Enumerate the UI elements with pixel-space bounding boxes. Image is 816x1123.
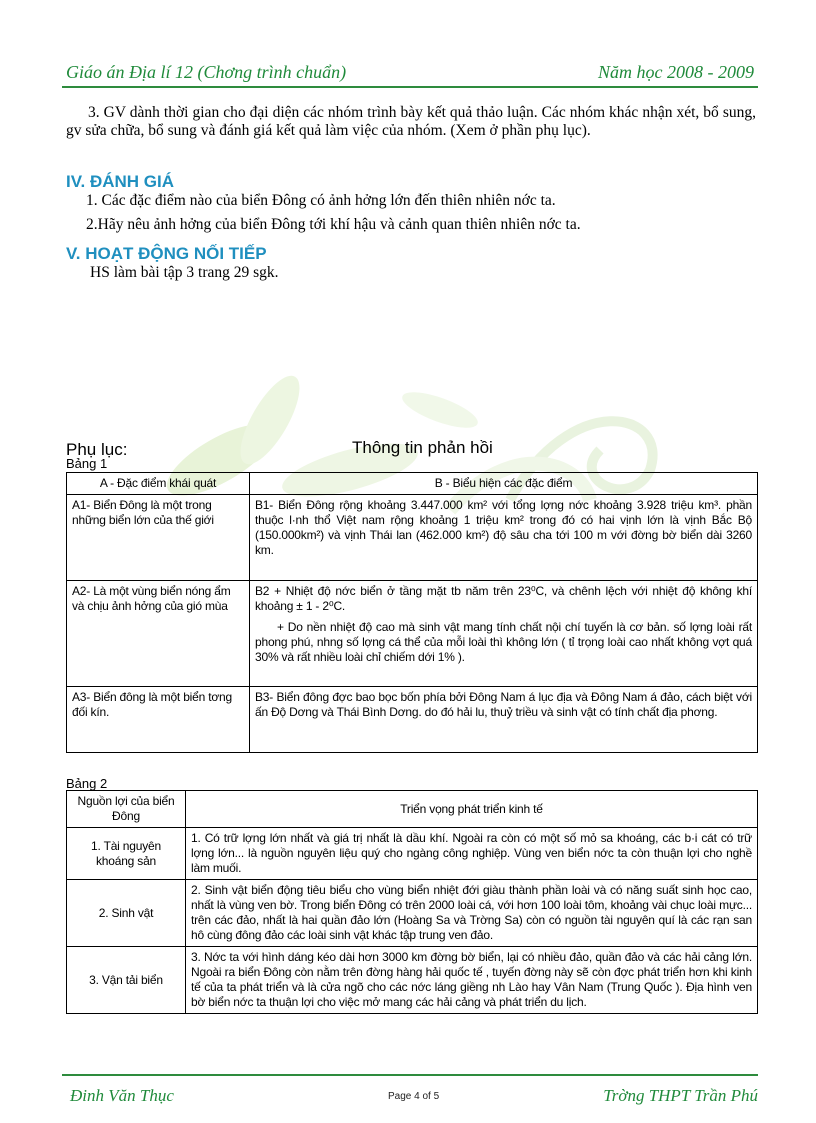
header-course-title: Giáo án Địa lí 12 (Chơng trình chuẩn) — [66, 62, 347, 82]
table-2-header-a: Nguồn lợi của biển Đông — [67, 791, 186, 828]
table-1-header-a: A - Đặc điểm khái quát — [67, 473, 250, 495]
table-row — [67, 495, 758, 581]
appendix-label: Phụ lục: — [66, 440, 128, 459]
footer-rule — [62, 1074, 758, 1076]
table-1-cell-b2-line-2: + Do nền nhiệt độ cao mà sinh vật mang tính chất nội chí tuyến là cơ bản. số lợng loài rất phong phú, nhng số lợng cá thể của mỗi loài thì không lớn ( tỉ trọng loài cao nhất không vợt quá 30% và rất nhiều loài chỉ chiếm dới 1% ). — [255, 620, 752, 664]
homework-line: HS làm bài tập 3 trang 29 sgk. — [90, 264, 279, 281]
table-row — [67, 880, 758, 947]
table-1-cell-a3: A3- Biển đông là một biển tơng đối kín. — [67, 687, 250, 753]
table-header-row — [67, 473, 758, 495]
table-2 — [66, 790, 758, 1014]
table-row — [67, 687, 758, 753]
section-heading-evaluation: IV. ĐÁNH GIÁ — [66, 172, 175, 191]
table-2-caption: Bảng 2 — [66, 776, 108, 791]
paragraph-step-3: 3. GV dành thời gian cho đại diện các nhóm trình bày kết quả thảo luận. Các nhóm khác nhận xét, bổ sung, gv sửa chữa, bổ sung và đánh giá kết quả làm việc của nhóm. (Xem ở phần phụ lục). — [66, 104, 756, 139]
table-2-cell-a2: 2. Sinh vật — [67, 880, 186, 947]
evaluation-question-1: 1. Các đặc điểm nào của biển Đông có ảnh hởng lớn đến thiên nhiên nớc ta. — [86, 192, 556, 209]
table-2-cell-a1: 1. Tài nguyên khoáng sản — [67, 828, 186, 880]
footer-author: Đinh Văn Thục — [70, 1086, 174, 1105]
table-2-header-b: Triển vọng phát triển kinh tế — [186, 791, 758, 828]
footer-school: Trờng THPT Trần Phú — [603, 1086, 758, 1105]
table-1 — [66, 472, 758, 753]
table-1-cell-b2 — [250, 581, 758, 687]
table-1-cell-b1: B1- Biển Đông rộng khoảng 3.447.000 km² với tổng lợng nớc khoảng 3.928 triệu km³. phần thuộc l·nh thổ Việt nam rộng khoảng 1 triệu km² trong đó có hai vịnh lớn là vịnh Bắc Bộ (150.000km²) và vịnh Thái lan (462.000 km²) độ sâu cha tới 100 m với đờng bờ biển dài 3260 km. — [250, 495, 758, 581]
table-2-cell-b2: 2. Sinh vật biển động tiêu biểu cho vùng biển nhiệt đới giàu thành phần loài và có năng suất sinh học cao, nhất là vùng ven bờ. Trong biển Đông có trên 2000 loài cá, với hơn 100 loài tôm, khoảng vài chục loài mực... trên các đảo, nhất là hai quần đảo lớn (Hoàng Sa và Trờng Sa) còn có nguồn tài nguyên quí là các rạn san hô cùng đông đảo các loài sinh vật khác tập trung ven đảo. — [186, 880, 758, 947]
table-row — [67, 947, 758, 1014]
table-row — [67, 828, 758, 880]
table-1-header-b: B - Biểu hiện các đặc điểm — [250, 473, 758, 495]
header-rule — [62, 86, 758, 88]
header-school-year: Năm học 2008 - 2009 — [598, 62, 754, 82]
page-header — [62, 60, 756, 86]
table-2-cell-b1: 1. Có trữ lợng lớn nhất và giá trị nhất là dầu khí. Ngoài ra còn có một số mỏ sa khoáng, các b·i cát có trữ lợng lớn... là nguồn nguyên liệu quý cho ngàng công nghiệp. Vùng ven biển nớc ta còn thuận lợi cho nghề làm muối. — [186, 828, 758, 880]
table-2-cell-a3: 3. Vận tải biển — [67, 947, 186, 1014]
table-1-cell-a2: A2- Là một vùng biển nóng ẩm và chịu ảnh hởng của gió mùa — [67, 581, 250, 687]
table-1-caption: Bảng 1 — [66, 456, 108, 471]
table-1-cell-b3: B3- Biển đông đợc bao bọc bốn phía bởi Đông Nam á lục địa và Đông Nam á đảo, cách biệt với ấn Độ Dơng và Thái Bình Dơng. do đó hải lu, thuỷ triều và sinh vật có tính chất địa phơng. — [250, 687, 758, 753]
table-row — [67, 581, 758, 687]
footer-page-number: Page 4 of 5 — [388, 1091, 440, 1102]
evaluation-question-2: 2.Hãy nêu ảnh hởng của biển Đông tới khí hậu và cảnh quan thiên nhiên nớc ta. — [86, 216, 581, 233]
table-header-row — [67, 791, 758, 828]
appendix-title: Thông tin phản hồi — [352, 438, 493, 457]
table-2-cell-b3: 3. Nớc ta với hình dáng kéo dài hơn 3000 km đờng bờ biển, lại có nhiều đảo, quần đảo và các hải cảng lớn. Ngoài ra biển Đông còn nằm trên đờng hàng hải quốc tế , tuyến đờng này sẽ còn đợc phát triển hơn khi kinh tế của ta phát triển và là cửa ngõ cho các nớc láng giềng nh Lào hay Vân Nam (Trung Quốc ). Địa hình ven bờ biển nớc ta thuận lợi cho việc mở mang các hải cảng và phát triển du lịch. — [186, 947, 758, 1014]
table-1-cell-a1: A1- Biển Đông là một trong những biển lớn của thế giới — [67, 495, 250, 581]
table-1-cell-b2-line-1: B2 + Nhiệt độ nớc biển ở tầng mặt tb năm trên 23⁰C, và chênh lệch với nhiệt độ không khí khoảng ± 1 - 2⁰C. — [255, 584, 752, 613]
section-heading-follow-up: V. HOẠT ĐỘNG NỐI TIẾP — [66, 244, 267, 263]
